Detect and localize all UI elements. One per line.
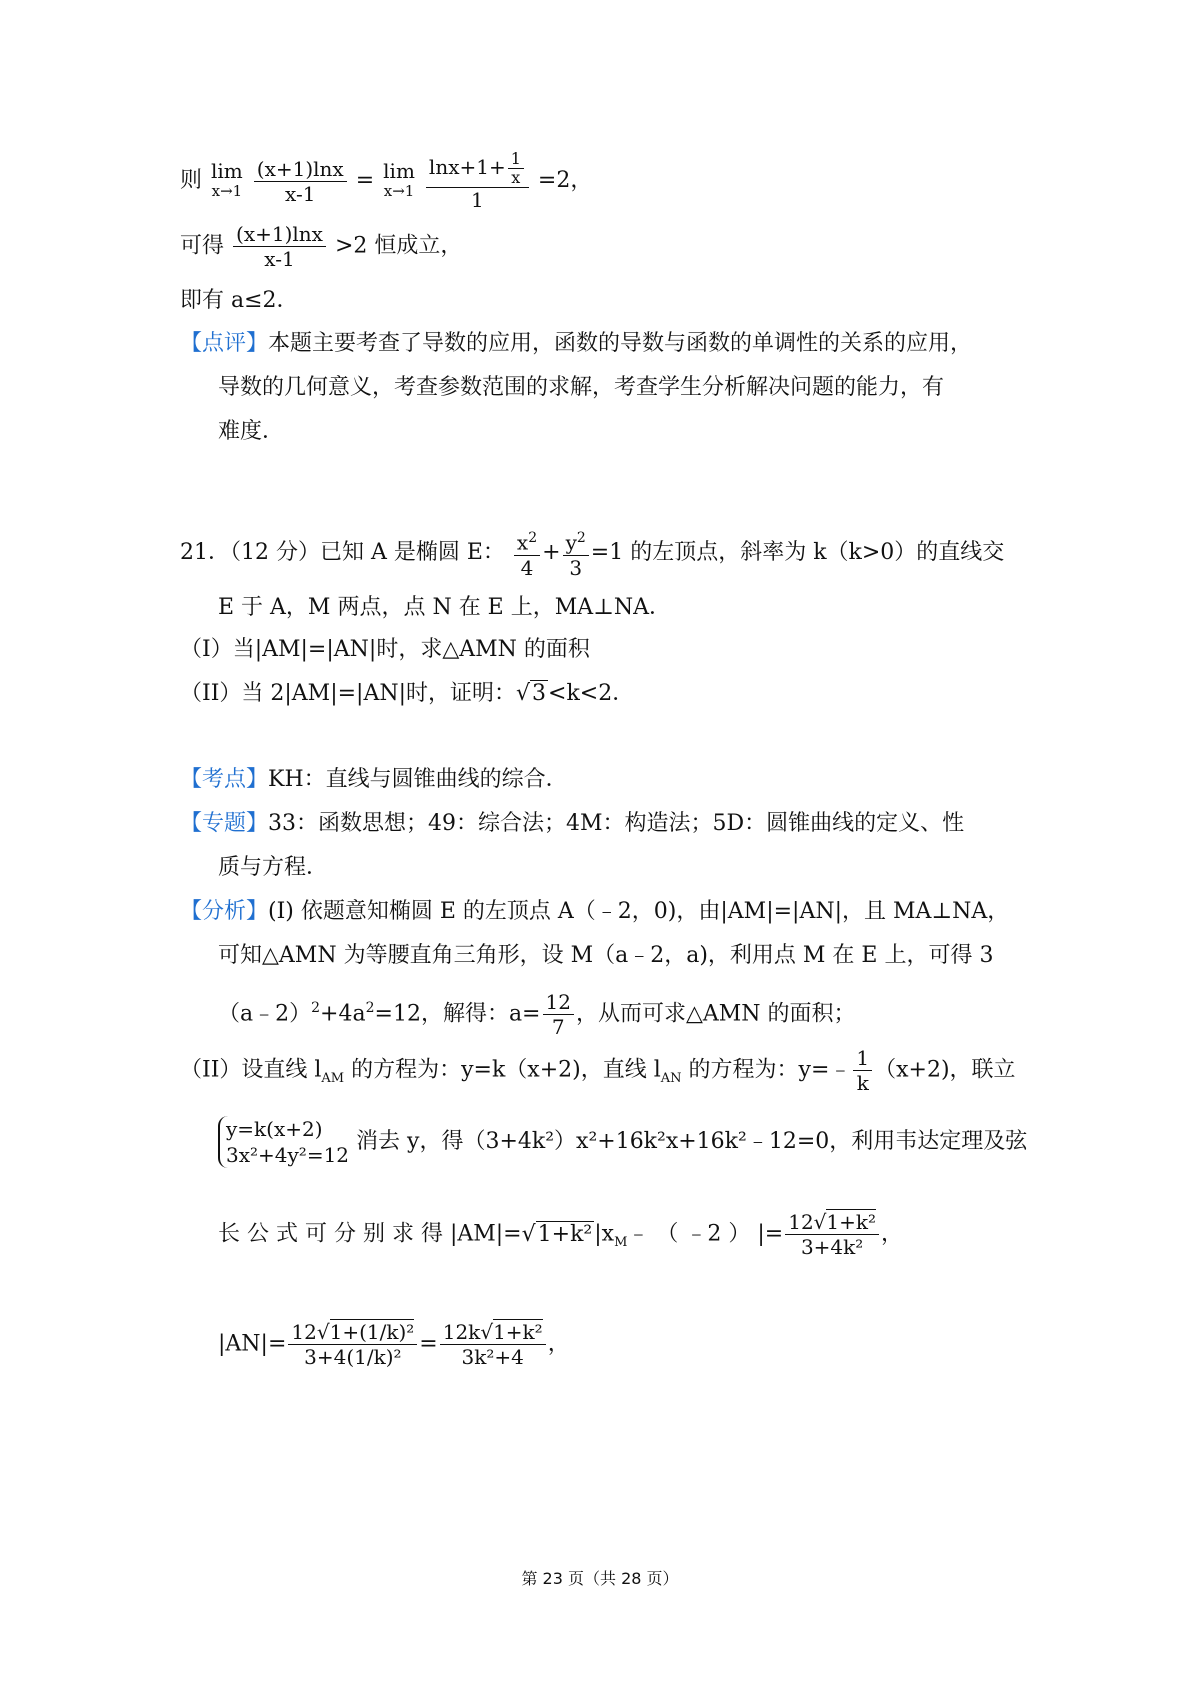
ellipse-y-frac: $\frac{y^2}{3}$: [563, 526, 589, 580]
kaodian-tag: 【考点】: [180, 767, 269, 792]
fenxi-part2-line-2: y=k(x+2) 3x²+4y²=12 消去 y，得（3+4k²）x²+16k²x+16k²﹣12=0，利用韦达定理及弦: [218, 1116, 1040, 1168]
review-tag: 【点评】: [180, 331, 269, 356]
equation-system: y=k(x+2) 3x²+4y²=12: [218, 1116, 349, 1168]
fenxi-part2-line-3: 长 公 式 可 分 别 求 得 $|AM|=√1+k^2|x_M﹣$ （ ﹣2 ） |= $\frac{\text{12√1+k²}}{\text{3+4k²}}$ ，: [218, 1210, 904, 1259]
a-fraction: $\frac{12}{7}$: [543, 990, 574, 1039]
review-line-3: 难度．: [218, 419, 285, 444]
problem-part-2: （II）当 2|AM|=|AN|时，证明：√3<k<2．: [180, 678, 1040, 710]
fenxi-line-2: 可知△AMN 为等腰直角三角形，设 M（a﹣2，a)，利用点 M 在 E 上，可得 3: [218, 943, 994, 968]
lim-expr-2: lim x→1: [383, 159, 415, 200]
am-length-frac: $\frac{\text{12√1+k²}}{\text{3+4k²}}$: [785, 1210, 879, 1259]
fenxi-line-1: 【分析】(I) 依题意知椭圆 E 的左顶点 A（﹣2，0)，由|AM|=|AN|，且 MA⊥NA，: [180, 899, 1010, 924]
fraction-1: $\frac{(x+1)\ln x}{x-1}$: [254, 157, 347, 206]
review-line-1: 【点评】本题主要考查了导数的应用，函数的导数与函数的单调性的关系的应用，: [180, 331, 973, 356]
fraction-3: $\frac{(x+1)\ln x}{x-1}$: [233, 222, 326, 271]
neg-1-over-k: $\frac{1}{k}$: [853, 1046, 872, 1095]
sqrt-1-plus-k2: √1+k²: [521, 1221, 593, 1247]
fenxi-part2-line-1: （II）设直线 $l_{AM}$ 的方程为：y=k（x+2)，直线 $l_{AN}$ 的方程为：y=﹣ $\frac{1}{k}$ （x+2)，联立: [180, 1046, 1016, 1095]
sqrt-3: √3: [516, 681, 547, 706]
page-footer: 第 23 页（共 28 页）: [521, 1569, 679, 1588]
problem-line-1: 21．（12 分）已知 A 是椭圆 E： $\frac{x^2}{4}$ + $\frac{y^2}{3}$ =1 的左顶点，斜率为 k（k>0）的直线交: [180, 526, 1040, 580]
an-length-frac-2: $\frac{\text{12k√1+k²}}{\text{3k²+4}}$: [440, 1320, 546, 1369]
fenxi-tag: 【分析】: [180, 899, 269, 924]
ellipse-x-frac: $\frac{x^2}{4}$: [514, 526, 540, 580]
fraction-2: lnx+1+ $\frac{1}{x}$ 1: [426, 150, 529, 212]
problem-line-2: E 于 A，M 两点，点 N 在 E 上，MA⊥NA．: [218, 595, 671, 620]
inequality-line: 可得 $\frac{(x+1)\ln x}{x-1}$ >2 恒成立，: [180, 222, 463, 271]
text-ze: 则: [180, 168, 203, 193]
zhuanti-tag: 【专题】: [180, 811, 269, 836]
an-length-frac-1: $\frac{\text{12√1+(1/k)²}}{\text{3+4(1/k)²}}$: [288, 1320, 417, 1369]
kaodian-line: 【考点】KH：直线与圆锥曲线的综合．: [180, 767, 568, 792]
problem-part-1: （I）当|AM|=|AN|时，求△AMN 的面积: [180, 637, 590, 662]
zhuanti-line-1: 【专题】33：函数思想；49：综合法；4M：构造法；5D：圆锥曲线的定义、性: [180, 811, 965, 836]
zhuanti-line-2: 质与方程．: [218, 855, 329, 880]
review-line-2: 导数的几何意义，考查参数范围的求解，考查学生分析解决问题的能力，有: [218, 375, 945, 400]
conclusion-line: 即有 a≤2．: [180, 288, 299, 313]
limit-line: 则 lim x→1 $\frac{(x+1)\ln x}{x-1}$ = lim x→1 lnx+1+ $\frac{1}{x}$ 1 =2，: [180, 149, 593, 212]
fenxi-line-3: $(a﹣2)^2+4a^2=12$，解得：a= $\frac{12}{7}$ ，从而可求△AMN 的面积；: [218, 990, 856, 1039]
lim-expr-1: lim x→1: [211, 159, 243, 200]
fenxi-part2-line-4: |AN|= $\frac{\text{12√1+(1/k)²}}{\text{3+4(1/k)²}}$ = $\frac{\text{12k√1+k²}}{\text{3k²+4}}$ ，: [218, 1320, 570, 1369]
